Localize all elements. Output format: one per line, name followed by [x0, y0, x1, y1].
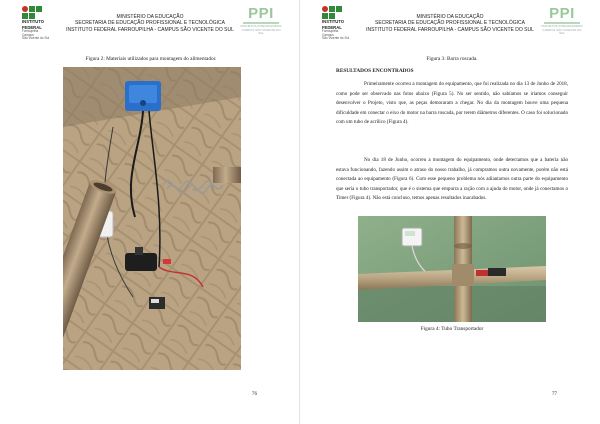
header-secretariat: SECRETARIA DE EDUCAÇÃO PROFISSIONAL E TECNOLÓGICA: [75, 20, 225, 27]
page-header: [50, 14, 250, 33]
header-ministry: MINISTÉRIO DA EDUCAÇÃO: [116, 14, 184, 20]
institute-logo-text-1: INSTITUTO: [22, 19, 45, 24]
institute-logo-mark: [322, 6, 348, 19]
paragraph-2: No dia 18 de Junho, ocorreu a montagem do equipamento, onde detectamos que a bateria não estava funcionando, fazendo assim o atraso do nosso trabalho, já compramos outra novamente, porém não está conectada ao equipamento (Figura 6). Com esse pequeno problema nós adiantamos outra parte do equipamento que seria o tubo transportador, que é o sistema que empurra a ração com a ajuda do motor, onde já conectamos o Timer (Figura 4). Não está concluso, temos apenas resultados inacabados.: [336, 157, 568, 202]
right-page: [300, 0, 600, 424]
figure-2-photo: [63, 67, 241, 370]
figure-4-caption: Figura 4: Tubo Transportador: [420, 326, 484, 332]
paragraph-1: Primeiramente ocorreu a montagem do equipamento, que foi realizada no dia 13 de Junho de 2018, como pode ser observado nas fotos abaixo (Figura 5). No ser sentido, não sabíamos se iríamos conseguir desenvolver o Projeto, visto que, as peças demoraram a chegar. No dia da montagem houve uma pequena dificuldade em conectar o eixo do motor na barra roscada, por terem diâmetros diferentes. O caso foi solucionado com um tubo de acrílico (Figura 4).: [336, 81, 568, 126]
left-page-number: 76: [252, 392, 257, 397]
materials-photo-image: [63, 67, 241, 370]
ppi-logo: [239, 6, 283, 38]
figure-4-photo: [358, 216, 546, 322]
header-institute: INSTITUTO FEDERAL FARROUPILHA - CAMPUS SÃO VICENTE DO SUL: [66, 26, 234, 33]
institute-logo-text-4: Campus: [22, 32, 34, 37]
institute-logo: [322, 6, 348, 44]
ppi-logo: [540, 6, 584, 38]
institute-logo-text-5: São Vicente do Sul: [22, 36, 50, 41]
institute-logo-text-2: FEDERAL: [22, 24, 42, 30]
ppi-logo-sub-1: PROJETOS INTEGRADORES: [541, 24, 583, 28]
right-page-number: 77: [552, 392, 557, 397]
header-secretariat: SECRETARIA DE EDUCAÇÃO PROFISSIONAL E TECNOLÓGICA: [375, 20, 525, 27]
ppi-logo-sub-2: CAMPUS SÃO VICENTE DO SUL: [241, 27, 281, 36]
institute-logo-text-3: Farroupilha: [322, 29, 339, 34]
header-institute: INSTITUTO FEDERAL FARROUPILHA - CAMPUS SÃO VICENTE DO SUL: [366, 26, 534, 33]
institute-logo-text-1: INSTITUTO: [322, 19, 345, 24]
institute-logo-text-5: São Vicente do Sul: [322, 36, 350, 41]
figure-2-caption: Figura 2: Materiais utilizados para montagem do alimentador.: [85, 56, 217, 62]
ppi-logo-sub-1: PROJETOS INTEGRADORES: [240, 24, 282, 28]
page-header: [350, 14, 550, 33]
institute-logo: [22, 6, 48, 44]
ppi-logo-sub-2: CAMPUS SÃO VICENTE DO SUL: [542, 27, 582, 36]
header-ministry: MINISTÉRIO DA EDUCAÇÃO: [416, 14, 484, 20]
ppi-logo-mark: PPI: [549, 5, 575, 22]
institute-logo-text-2: FEDERAL: [322, 24, 342, 30]
institute-logo-mark: [22, 6, 48, 19]
transport-tube-photo-image: [358, 216, 546, 322]
ppi-logo-mark: PPI: [248, 5, 274, 22]
section-heading: RESULTADOS ENCONTRADOS: [336, 68, 414, 74]
institute-logo-text-3: Farroupilha: [22, 29, 39, 34]
figure-3-caption: Figura 3: Barra roscada.: [426, 56, 478, 62]
institute-logo-text-4: Campus: [322, 32, 334, 37]
